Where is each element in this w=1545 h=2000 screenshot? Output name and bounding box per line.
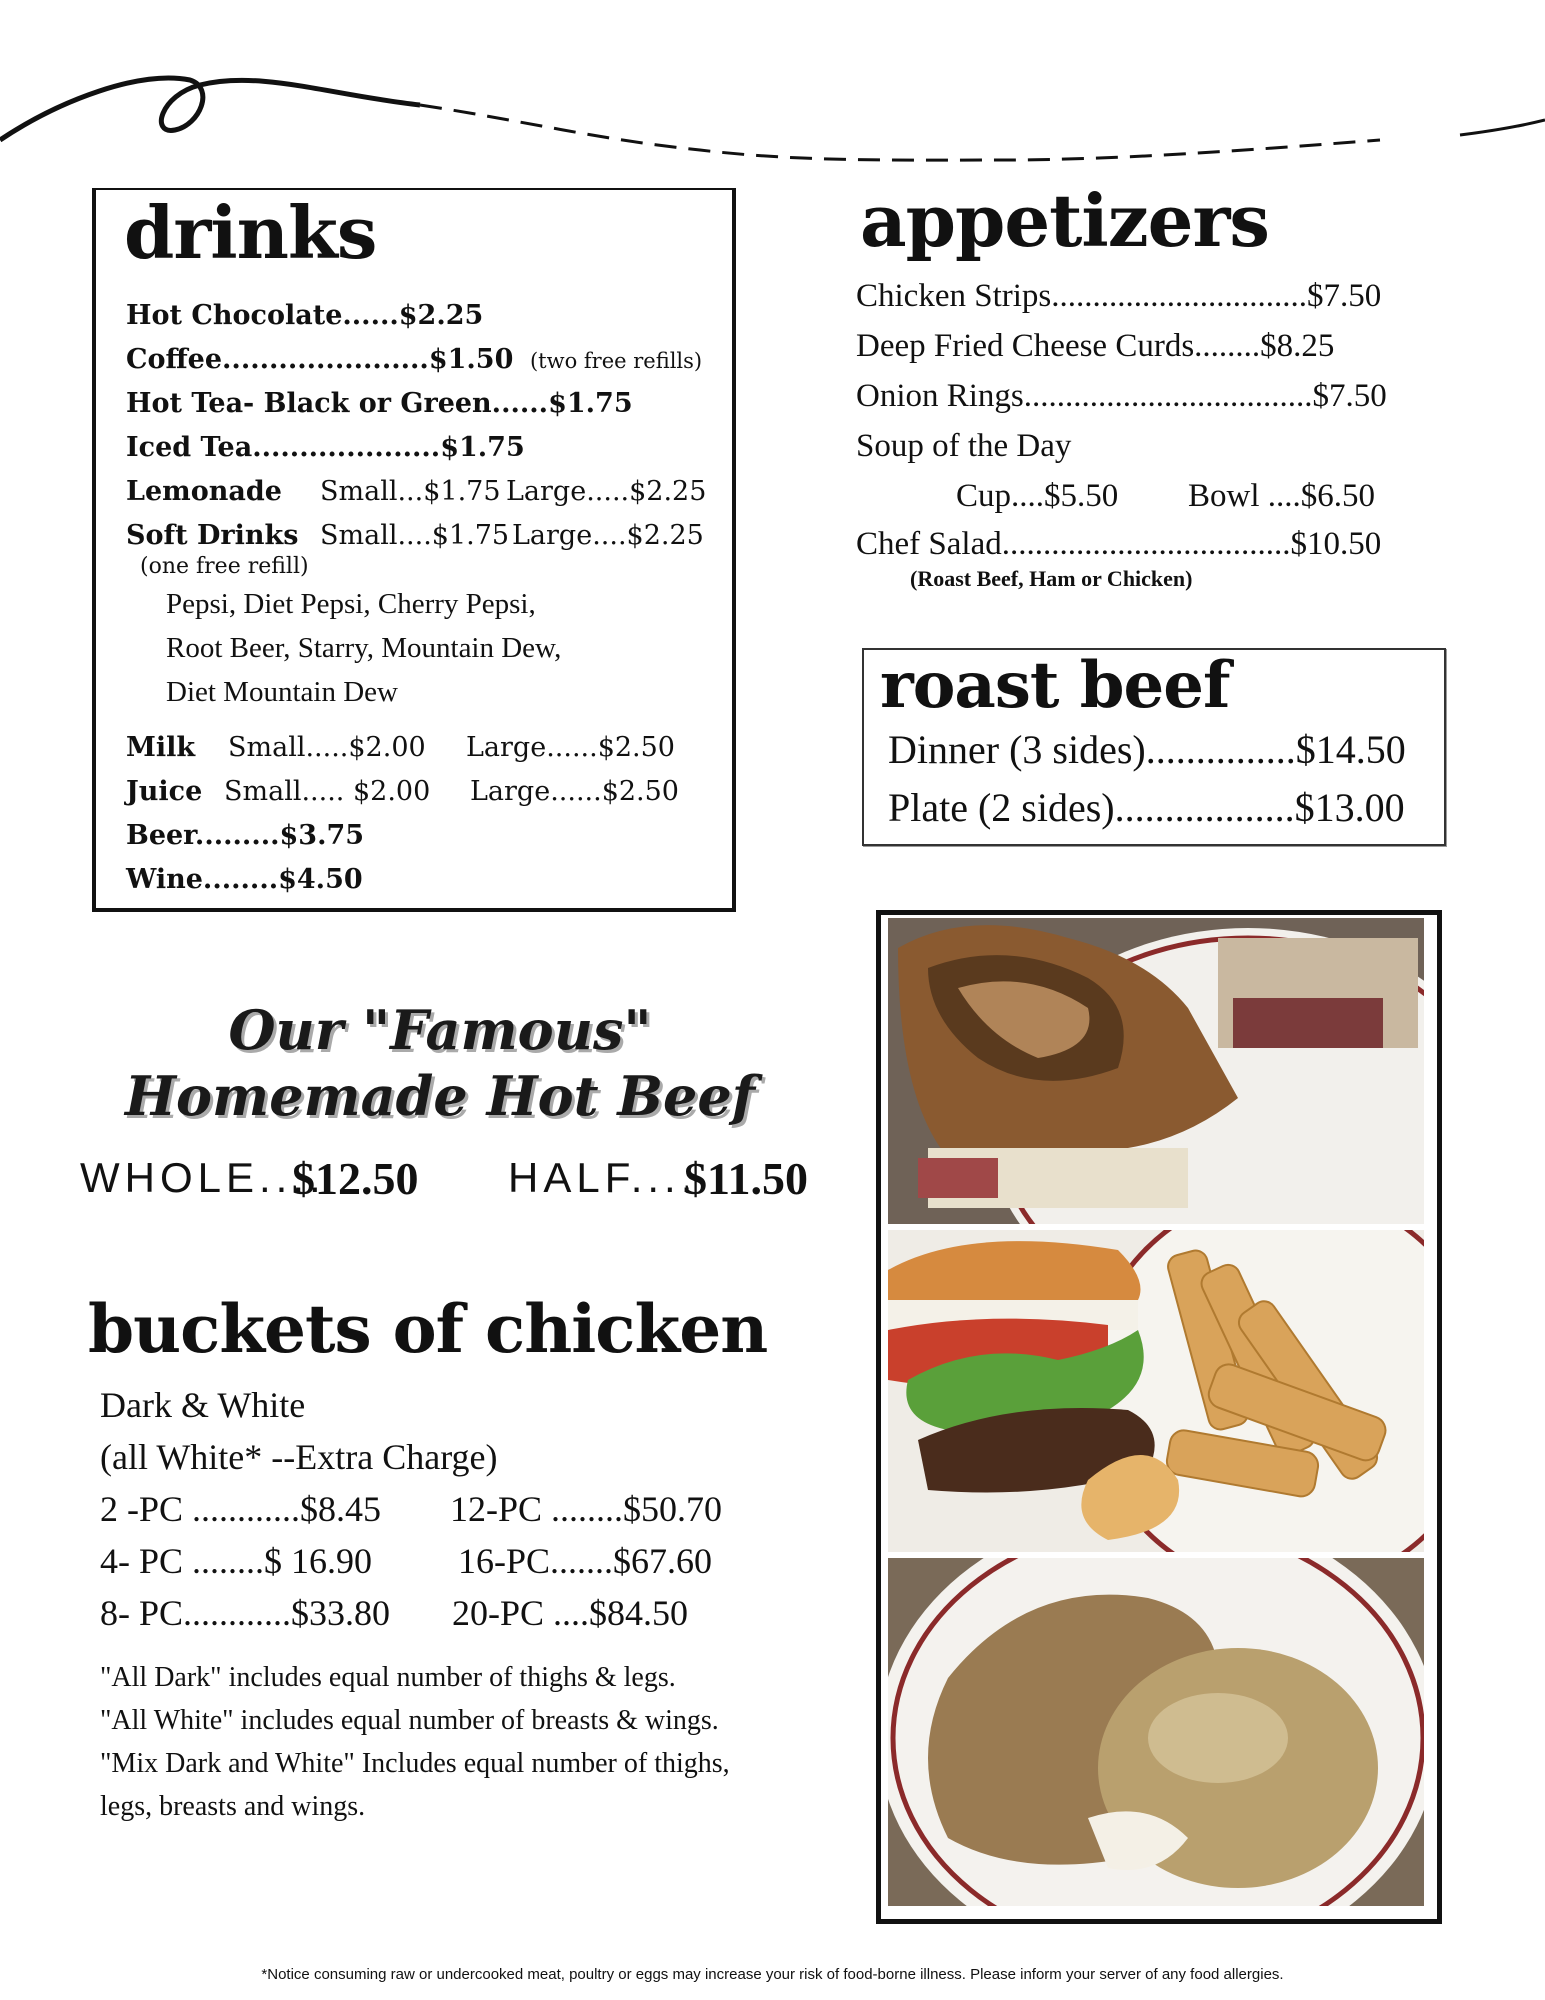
- hot-beef-half-label: HALF....: [508, 1154, 698, 1201]
- lemonade-large: Large.....$2.25: [506, 476, 707, 507]
- reuben-sandwich-photo: [888, 918, 1424, 1224]
- appetizer-onion-rings: Onion Rings...................................$7.50: [856, 378, 1387, 414]
- drink-lemonade: [126, 476, 282, 507]
- chicken-note: "All Dark" includes equal number of thighs & legs.: [100, 1662, 676, 1693]
- appetizer-cheese-curds: Deep Fried Cheese Curds........$8.25: [856, 328, 1335, 364]
- drink-name: Soft Drinks: [126, 520, 299, 551]
- appetizer-chef-salad: Chef Salad...................................$10.50: [856, 526, 1382, 562]
- soft-list-line: Diet Mountain Dew: [166, 676, 398, 708]
- drink-milk: [126, 732, 195, 763]
- chicken-2pc: 2 -PC ............$8.45: [100, 1489, 382, 1529]
- chef-salad-note: (Roast Beef, Ham or Chicken): [910, 566, 1193, 591]
- milk-small: Small.....$2.00: [228, 732, 426, 763]
- drink-text: Hot Chocolate......$2.25: [126, 300, 484, 331]
- drink-iced-tea: [126, 432, 525, 463]
- soup-cup: Cup....$5.50: [956, 478, 1119, 514]
- drink-text: Iced Tea....................$1.75: [126, 432, 525, 463]
- chicken-subtitle-1: Dark & White: [100, 1385, 306, 1425]
- drink-name: Juice: [126, 776, 203, 807]
- hot-beef-headline-2: Homemade Hot Beef: [125, 1064, 755, 1128]
- hot-beef-whole-price: $12.50: [292, 1153, 419, 1204]
- chicken-20pc: 20-PC ....$84.50: [452, 1593, 689, 1633]
- drink-beer: Beer.........$3.75: [126, 820, 365, 851]
- chicken-title: buckets of chicken: [88, 1290, 768, 1368]
- food-safety-notice: *Notice consuming raw or undercooked meat, poultry or eggs may increase your risk of food-borne illness. Please inform your server of any food allergies.: [261, 1966, 1284, 1983]
- chicken-subtitle-2: (all White* --Extra Charge): [100, 1437, 498, 1477]
- hot-beef-half-price: $11.50: [684, 1153, 808, 1204]
- soft-drinks-note: (one free refill): [140, 554, 309, 579]
- decorative-swirl: [0, 0, 1545, 180]
- juice-small: Small..... $2.00: [224, 776, 431, 807]
- appetizer-soup: Soup of the Day: [856, 428, 1072, 464]
- drink-hot-tea: [126, 388, 633, 419]
- drink-wine: Wine........$4.50: [126, 864, 363, 895]
- roast-beef-plate: Plate (2 sides)..................$13.00: [888, 785, 1405, 830]
- milk-large: Large......$2.50: [466, 732, 675, 763]
- drink-name: Milk: [126, 732, 196, 763]
- chicken-note: legs, breasts and wings.: [100, 1791, 366, 1822]
- drink-text: Hot Tea- Black or Green......$1.75: [126, 388, 633, 419]
- chicken-16pc: 16-PC.......$67.60: [458, 1541, 713, 1581]
- drink-soft-drinks: [126, 520, 298, 551]
- drink-name: Lemonade: [126, 476, 282, 507]
- juice-large: Large......$2.50: [470, 776, 679, 807]
- soft-drinks-large: Large....$2.25: [512, 520, 704, 551]
- chicken-12pc: 12-PC ........$50.70: [450, 1489, 723, 1529]
- hot-beef-gravy-photo: [888, 1558, 1424, 1906]
- hot-beef-whole-label: WHOLE....: [80, 1154, 326, 1201]
- hot-beef-headline-1: Our "Famous": [228, 998, 652, 1062]
- roast-beef-title: roast beef: [880, 648, 1230, 723]
- coffee-note: (two free refills): [529, 349, 703, 373]
- appetizers-title: appetizers: [860, 178, 1269, 263]
- burger-and-fries-photo: [888, 1230, 1424, 1552]
- chicken-note: "Mix Dark and White" Includes equal number of thighs,: [100, 1748, 730, 1779]
- soup-bowl: Bowl ....$6.50: [1188, 478, 1376, 514]
- appetizer-chicken-strips: Chicken Strips...............................$7.50: [856, 278, 1382, 314]
- drink-juice: [126, 776, 202, 807]
- soft-list-line: Root Beer, Starry, Mountain Dew,: [166, 632, 562, 664]
- chicken-note: "All White" includes equal number of breasts & wings.: [100, 1705, 719, 1736]
- drinks-title: drinks: [124, 190, 377, 275]
- soft-list-line: Pepsi, Diet Pepsi, Cherry Pepsi,: [166, 588, 536, 620]
- lemonade-small: Small...$1.75: [320, 476, 501, 507]
- drink-text: Coffee......................$1.50: [126, 344, 514, 375]
- soft-drinks-small: Small....$1.75: [320, 520, 510, 551]
- chicken-8pc: 8- PC............$33.80: [100, 1593, 391, 1633]
- roast-beef-dinner: Dinner (3 sides)...............$14.50: [888, 727, 1406, 772]
- drink-coffee: [126, 344, 702, 375]
- chicken-4pc: 4- PC ........$ 16.90: [100, 1541, 373, 1581]
- drink-hot-chocolate: [126, 300, 483, 331]
